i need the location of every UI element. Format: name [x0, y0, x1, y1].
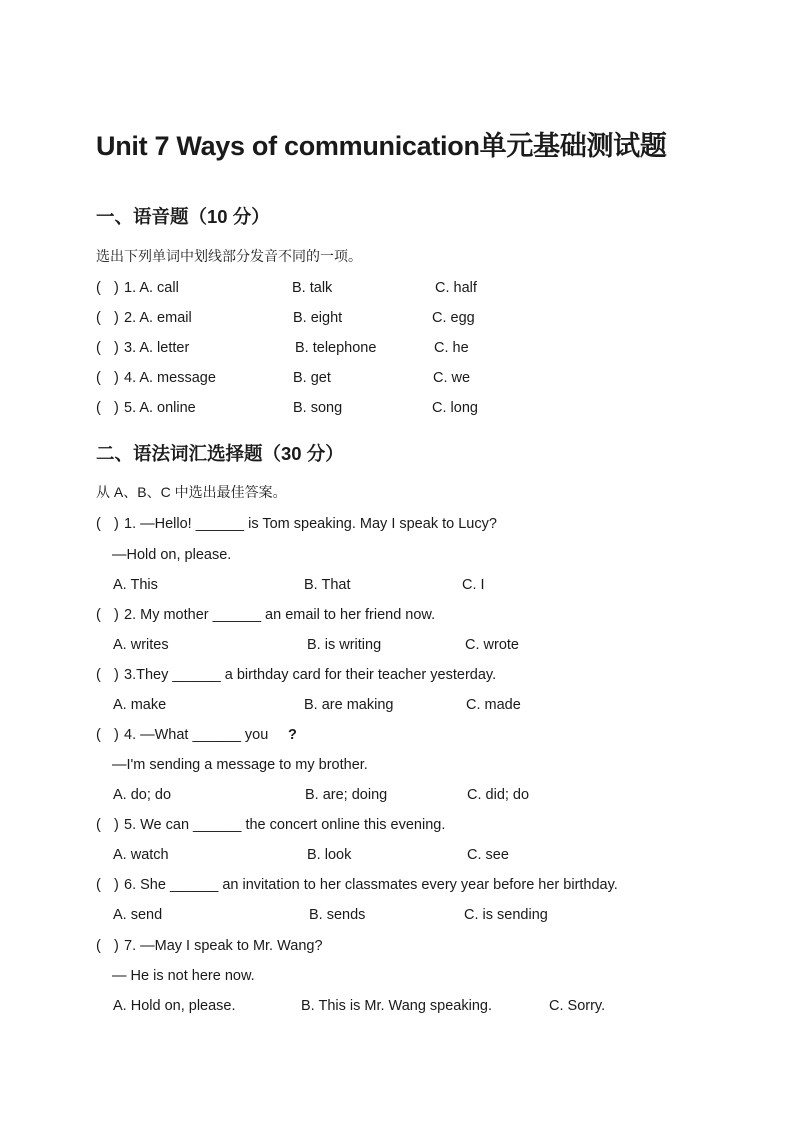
option-a: A. do; do — [113, 787, 172, 803]
options-row — [0, 637, 794, 659]
item-stem: 2. A. email — [124, 310, 192, 326]
answer-paren-open: ( — [96, 400, 101, 416]
answer-paren-open: ( — [96, 516, 101, 532]
dialogue-response: —Hold on, please. — [112, 547, 232, 563]
option-c: C. wrote — [465, 637, 519, 653]
option-a: A. Hold on, please. — [113, 998, 236, 1014]
dialogue-response: —I'm sending a message to my brother. — [112, 757, 368, 773]
answer-paren-close: ) — [114, 516, 119, 532]
question-row — [0, 607, 794, 629]
answer-paren-open: ( — [96, 340, 101, 356]
option-a: A. make — [113, 697, 167, 713]
answer-paren-open: ( — [96, 310, 101, 326]
option-b: B. eight — [293, 310, 343, 326]
phonics-item — [0, 280, 794, 302]
page-title: Unit 7 Ways of communication单元基础测试题 — [96, 131, 667, 161]
options-row — [0, 577, 794, 599]
question-stem: 2. My mother ______ an email to her friend now. — [124, 607, 436, 623]
option-b: B. get — [293, 370, 331, 386]
option-c: C. half — [435, 280, 477, 296]
answer-paren-open: ( — [96, 667, 101, 683]
question-stem: 6. She ______ an invitation to her classmates every year before her birthday. — [124, 877, 618, 893]
answer-paren-close: ) — [114, 607, 119, 623]
phonics-item — [0, 310, 794, 332]
option-b: B. are making — [304, 697, 394, 713]
item-stem: 3. A. letter — [124, 340, 190, 356]
answer-paren-open: ( — [96, 727, 101, 743]
dialogue-line — [0, 757, 794, 779]
option-c: C. we — [433, 370, 471, 386]
option-b: B. That — [304, 577, 351, 593]
answer-paren-open: ( — [96, 817, 101, 833]
item-stem: 1. A. call — [124, 280, 179, 296]
options-row — [0, 787, 794, 809]
answer-paren-close: ) — [114, 310, 119, 326]
question-row — [0, 817, 794, 839]
option-b: B. talk — [292, 280, 333, 296]
section2-instruction: 从 A、B、C 中选出最佳答案。 — [96, 484, 287, 500]
options-row — [0, 998, 794, 1020]
options-row — [0, 697, 794, 719]
option-c: C. egg — [432, 310, 475, 326]
option-b: B. telephone — [295, 340, 377, 356]
question-stem: 1. —Hello! ______ is Tom speaking. May I speak to Lucy? — [124, 516, 497, 532]
answer-paren-close: ) — [114, 877, 119, 893]
answer-paren-close: ) — [114, 938, 119, 954]
phonics-item — [0, 340, 794, 362]
question-stem: 5. We can ______ the concert online this evening. — [124, 817, 446, 833]
option-c: C. he — [434, 340, 469, 356]
answer-paren-close: ) — [114, 340, 119, 356]
option-c: C. see — [467, 847, 509, 863]
question-mark: ? — [288, 727, 297, 743]
dialogue-response: — He is not here now. — [112, 968, 255, 984]
option-b: B. look — [307, 847, 352, 863]
option-a: A. writes — [113, 637, 169, 653]
option-c: C. long — [432, 400, 478, 416]
answer-paren-open: ( — [96, 607, 101, 623]
answer-paren-open: ( — [96, 938, 101, 954]
dialogue-line — [0, 547, 794, 569]
option-a: A. send — [113, 907, 163, 923]
option-b: B. song — [293, 400, 343, 416]
answer-paren-open: ( — [96, 280, 101, 296]
question-row — [0, 877, 794, 899]
phonics-item — [0, 400, 794, 422]
question-row — [0, 667, 794, 689]
option-c: C. Sorry. — [549, 998, 606, 1014]
section1-heading: 一、语音题（10 分） — [96, 206, 270, 227]
section2-heading: 二、语法词汇选择题（30 分） — [96, 443, 344, 464]
question-row — [0, 727, 794, 749]
option-c: C. I — [462, 577, 485, 593]
option-c: C. is sending — [464, 907, 548, 923]
question-stem: 4. —What ______ you — [124, 727, 269, 743]
answer-paren-close: ) — [114, 727, 119, 743]
question-row — [0, 516, 794, 538]
question-stem: 3.They ______ a birthday card for their teacher yesterday. — [124, 667, 497, 683]
item-stem: 4. A. message — [124, 370, 216, 386]
answer-paren-close: ) — [114, 280, 119, 296]
phonics-item — [0, 370, 794, 392]
answer-paren-close: ) — [114, 667, 119, 683]
option-a: A. watch — [113, 847, 169, 863]
answer-paren-close: ) — [114, 400, 119, 416]
answer-paren-close: ) — [114, 370, 119, 386]
options-row — [0, 907, 794, 929]
option-c: C. did; do — [467, 787, 530, 803]
question-stem: 7. —May I speak to Mr. Wang? — [124, 938, 323, 954]
option-a: A. This — [113, 577, 158, 593]
dialogue-line — [0, 968, 794, 990]
option-c: C. made — [466, 697, 521, 713]
answer-paren-open: ( — [96, 877, 101, 893]
item-stem: 5. A. online — [124, 400, 196, 416]
options-row — [0, 847, 794, 869]
option-b: B. are; doing — [305, 787, 388, 803]
section1-instruction: 选出下列单词中划线部分发音不同的一项。 — [96, 248, 362, 264]
option-b: B. sends — [309, 907, 366, 923]
question-row — [0, 938, 794, 960]
option-b: B. is writing — [307, 637, 382, 653]
answer-paren-close: ) — [114, 817, 119, 833]
answer-paren-open: ( — [96, 370, 101, 386]
option-b: B. This is Mr. Wang speaking. — [301, 998, 492, 1014]
